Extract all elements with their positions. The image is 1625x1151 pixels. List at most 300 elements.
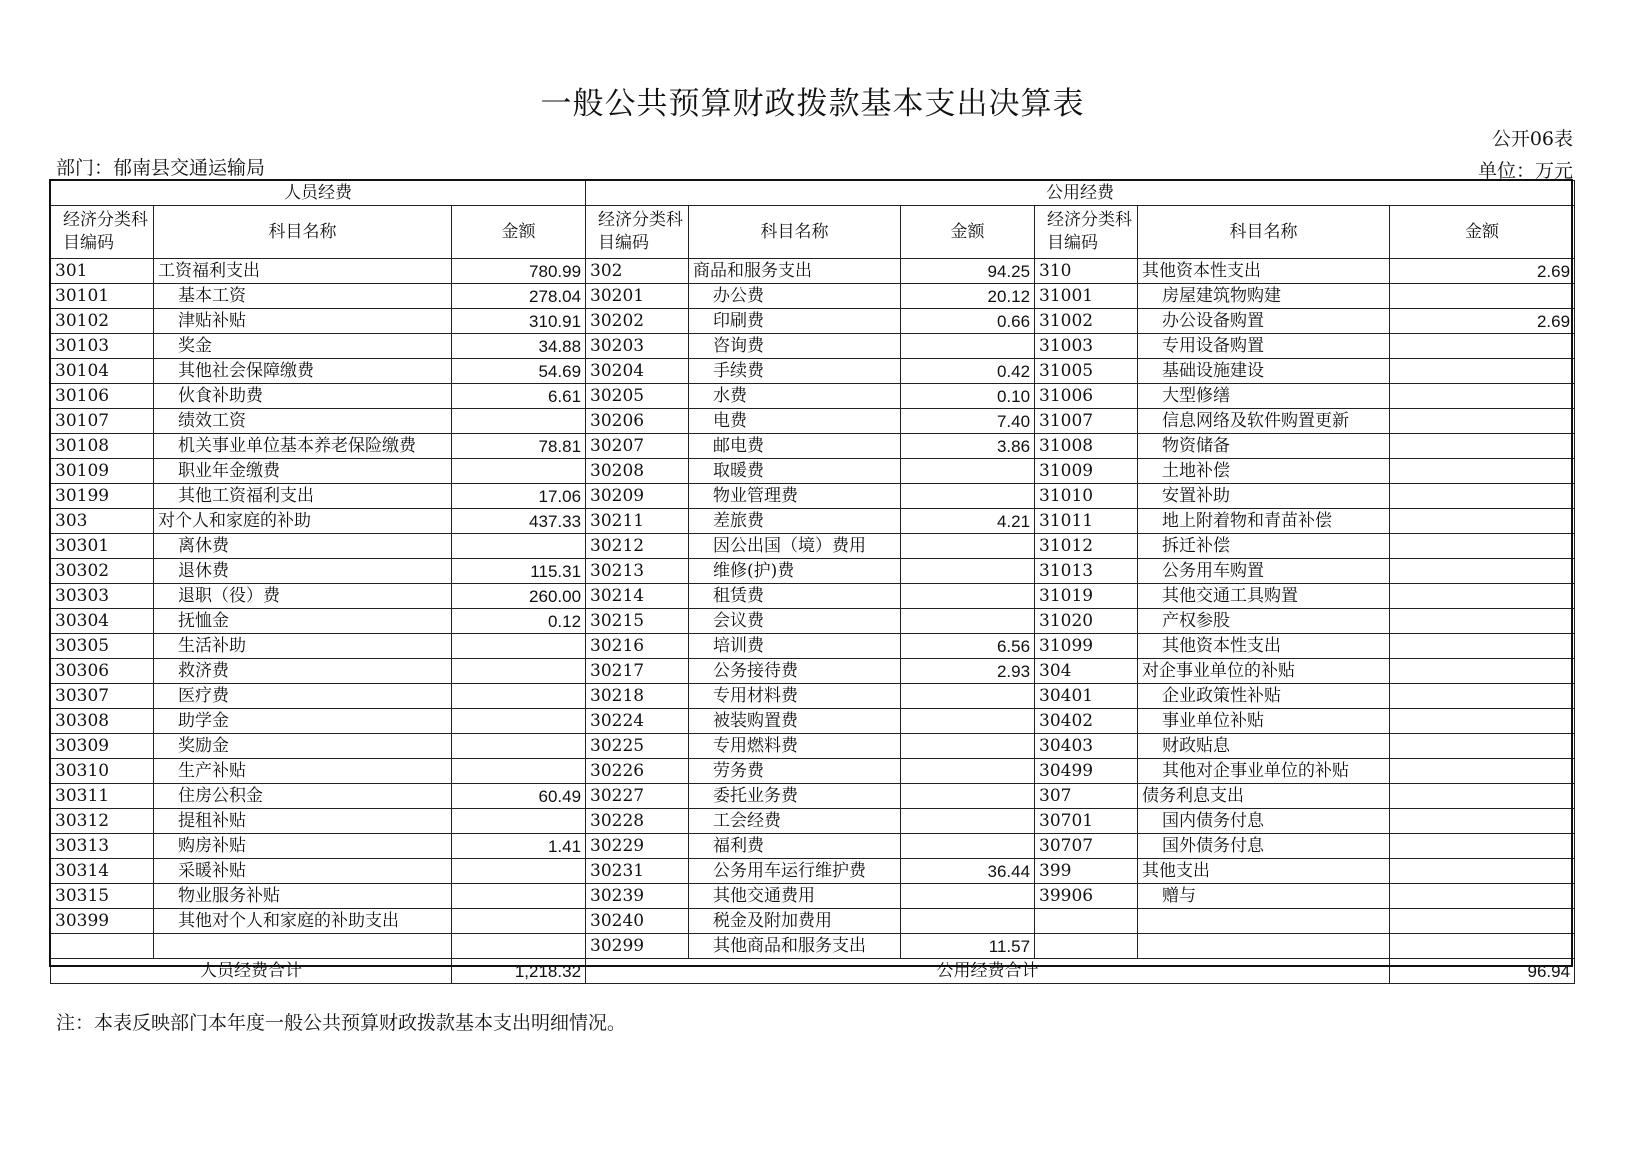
code-cell: 31013 (1035, 559, 1138, 584)
header-public: 公用经费 (586, 181, 1575, 206)
code-cell: 30299 (586, 934, 689, 959)
amount-cell (452, 759, 586, 784)
code-cell: 30203 (586, 334, 689, 359)
code-cell: 30199 (51, 484, 154, 509)
amount-cell (1390, 909, 1575, 934)
code-cell: 30707 (1035, 834, 1138, 859)
name-cell: 物业管理费 (689, 484, 901, 509)
name-cell: 其他资本性支出 (1138, 634, 1390, 659)
code-cell: 399 (1035, 859, 1138, 884)
name-cell: 办公费 (689, 284, 901, 309)
amount-cell (452, 934, 586, 959)
code-cell: 31099 (1035, 634, 1138, 659)
name-cell: 手续费 (689, 359, 901, 384)
name-cell: 债务利息支出 (1138, 784, 1390, 809)
name-cell: 基础设施建设 (1138, 359, 1390, 384)
amount-cell (452, 459, 586, 484)
name-cell: 公务接待费 (689, 659, 901, 684)
amount-cell (1390, 709, 1575, 734)
name-cell: 劳务费 (689, 759, 901, 784)
table-row (51, 684, 1575, 709)
amount-cell (901, 534, 1035, 559)
table-row (51, 434, 1575, 459)
name-cell: 咨询费 (689, 334, 901, 359)
amount-cell (452, 909, 586, 934)
amount-cell (1390, 434, 1575, 459)
amount-cell (1390, 359, 1575, 384)
code-cell: 307 (1035, 784, 1138, 809)
code-cell (1035, 909, 1138, 934)
amount-cell: 3.86 (901, 434, 1035, 459)
name-cell: 退休费 (154, 559, 452, 584)
name-cell: 拆迁补偿 (1138, 534, 1390, 559)
amount-cell (452, 734, 586, 759)
amount-cell (1390, 559, 1575, 584)
name-cell: 伙食补助费 (154, 384, 452, 409)
amount-cell (452, 709, 586, 734)
code-cell: 31003 (1035, 334, 1138, 359)
name-cell: 差旅费 (689, 509, 901, 534)
amount-cell (901, 909, 1035, 934)
table-row (51, 834, 1575, 859)
name-cell: 其他工资福利支出 (154, 484, 452, 509)
amount-cell (901, 884, 1035, 909)
code-cell: 30205 (586, 384, 689, 409)
code-cell: 30309 (51, 734, 154, 759)
name-cell: 房屋建筑物购建 (1138, 284, 1390, 309)
header-code: 经济分类科目编码 (1035, 206, 1138, 259)
name-cell: 对企事业单位的补贴 (1138, 659, 1390, 684)
name-cell: 取暖费 (689, 459, 901, 484)
amount-cell (901, 834, 1035, 859)
code-cell: 30402 (1035, 709, 1138, 734)
header-name: 科目名称 (154, 206, 452, 259)
code-cell: 39906 (1035, 884, 1138, 909)
amount-cell (1390, 609, 1575, 634)
code-cell: 30312 (51, 809, 154, 834)
amount-cell: 94.25 (901, 259, 1035, 284)
amount-cell (1390, 784, 1575, 809)
public-total-label: 公用经费合计 (586, 959, 1390, 984)
code-cell: 30314 (51, 859, 154, 884)
amount-cell (1390, 484, 1575, 509)
name-cell: 信息网络及软件购置更新 (1138, 409, 1390, 434)
code-cell: 31007 (1035, 409, 1138, 434)
code-cell: 310 (1035, 259, 1138, 284)
name-cell: 救济费 (154, 659, 452, 684)
amount-cell (1390, 284, 1575, 309)
amount-cell (1390, 759, 1575, 784)
name-cell: 购房补贴 (154, 834, 452, 859)
table-row (51, 284, 1575, 309)
amount-cell (452, 859, 586, 884)
code-cell: 304 (1035, 659, 1138, 684)
code-cell: 302 (586, 259, 689, 284)
header-code: 经济分类科目编码 (586, 206, 689, 259)
code-cell: 30228 (586, 809, 689, 834)
name-cell: 企业政策性补贴 (1138, 684, 1390, 709)
code-cell: 30229 (586, 834, 689, 859)
name-cell: 公务用车购置 (1138, 559, 1390, 584)
code-cell: 30207 (586, 434, 689, 459)
code-cell (1035, 934, 1138, 959)
code-cell: 30304 (51, 609, 154, 634)
expenditure-table (50, 180, 1575, 984)
amount-cell: 115.31 (452, 559, 586, 584)
name-cell: 邮电费 (689, 434, 901, 459)
code-cell: 31020 (1035, 609, 1138, 634)
code-cell: 30104 (51, 359, 154, 384)
unit-label: 单位：万元 (1477, 160, 1573, 182)
code-cell: 30308 (51, 709, 154, 734)
code-cell: 30224 (586, 709, 689, 734)
code-cell: 30303 (51, 584, 154, 609)
name-cell: 生产补贴 (154, 759, 452, 784)
code-cell: 30310 (51, 759, 154, 784)
code-cell: 31019 (1035, 584, 1138, 609)
code-cell: 30701 (1035, 809, 1138, 834)
code-cell: 30231 (586, 859, 689, 884)
code-cell: 30107 (51, 409, 154, 434)
code-cell: 31005 (1035, 359, 1138, 384)
amount-cell (1390, 509, 1575, 534)
amount-cell (452, 809, 586, 834)
name-cell: 委托业务费 (689, 784, 901, 809)
name-cell: 其他商品和服务支出 (689, 934, 901, 959)
amount-cell: 2.69 (1390, 259, 1575, 284)
name-cell: 采暖补贴 (154, 859, 452, 884)
name-cell: 其他对企事业单位的补贴 (1138, 759, 1390, 784)
name-cell: 土地补偿 (1138, 459, 1390, 484)
amount-cell: 60.49 (452, 784, 586, 809)
amount-cell (1390, 684, 1575, 709)
table-row (51, 259, 1575, 284)
table-row (51, 934, 1575, 959)
name-cell: 事业单位补贴 (1138, 709, 1390, 734)
amount-cell (1390, 334, 1575, 359)
amount-cell: 2.93 (901, 659, 1035, 684)
amount-cell (1390, 934, 1575, 959)
amount-cell (1390, 584, 1575, 609)
code-cell: 30315 (51, 884, 154, 909)
code-cell: 31012 (1035, 534, 1138, 559)
code-cell: 30302 (51, 559, 154, 584)
code-cell: 30202 (586, 309, 689, 334)
name-cell: 助学金 (154, 709, 452, 734)
amount-cell (1390, 459, 1575, 484)
amount-cell: 260.00 (452, 584, 586, 609)
table-row (51, 784, 1575, 809)
name-cell: 奖金 (154, 334, 452, 359)
amount-cell (901, 684, 1035, 709)
table-row (51, 884, 1575, 909)
code-cell: 303 (51, 509, 154, 534)
amount-cell (1390, 834, 1575, 859)
code-cell: 30399 (51, 909, 154, 934)
name-cell: 培训费 (689, 634, 901, 659)
amount-cell (1390, 409, 1575, 434)
code-cell: 30401 (1035, 684, 1138, 709)
amount-cell (1390, 534, 1575, 559)
name-cell: 产权参股 (1138, 609, 1390, 634)
code-cell: 31008 (1035, 434, 1138, 459)
header-amount: 金额 (901, 206, 1035, 259)
name-cell: 职业年金缴费 (154, 459, 452, 484)
name-cell: 专用燃料费 (689, 734, 901, 759)
table-row (51, 334, 1575, 359)
amount-cell (901, 559, 1035, 584)
code-cell: 30311 (51, 784, 154, 809)
amount-cell: 34.88 (452, 334, 586, 359)
table-row (51, 609, 1575, 634)
code-cell: 30403 (1035, 734, 1138, 759)
amount-cell: 310.91 (452, 309, 586, 334)
name-cell: 电费 (689, 409, 901, 434)
amount-cell: 0.66 (901, 309, 1035, 334)
name-cell: 国内债务付息 (1138, 809, 1390, 834)
code-cell: 30101 (51, 284, 154, 309)
table-row (51, 909, 1575, 934)
amount-cell: 4.21 (901, 509, 1035, 534)
name-cell: 物业服务补贴 (154, 884, 452, 909)
header-amount: 金额 (452, 206, 586, 259)
name-cell: 其他交通工具购置 (1138, 584, 1390, 609)
amount-cell (452, 884, 586, 909)
code-cell: 30201 (586, 284, 689, 309)
department-label: 部门：郁南县交通运输局 (56, 157, 266, 179)
name-cell: 安置补助 (1138, 484, 1390, 509)
name-cell: 工会经费 (689, 809, 901, 834)
form-number: 公开06表 (1491, 128, 1573, 150)
code-cell: 30206 (586, 409, 689, 434)
amount-cell: 0.12 (452, 609, 586, 634)
amount-cell: 36.44 (901, 859, 1035, 884)
name-cell: 住房公积金 (154, 784, 452, 809)
code-cell: 31011 (1035, 509, 1138, 534)
name-cell: 专用设备购置 (1138, 334, 1390, 359)
amount-cell (452, 684, 586, 709)
name-cell: 津贴补贴 (154, 309, 452, 334)
name-cell: 奖励金 (154, 734, 452, 759)
header-name: 科目名称 (689, 206, 901, 259)
amount-cell (1390, 859, 1575, 884)
table-row (51, 859, 1575, 884)
code-cell: 30103 (51, 334, 154, 359)
amount-cell: 6.56 (901, 634, 1035, 659)
code-cell: 30108 (51, 434, 154, 459)
table-row (51, 659, 1575, 684)
amount-cell: 0.10 (901, 384, 1035, 409)
amount-cell (901, 809, 1035, 834)
name-cell: 生活补助 (154, 634, 452, 659)
amount-cell (1390, 809, 1575, 834)
amount-cell (901, 784, 1035, 809)
header-code: 经济分类科目编码 (51, 206, 154, 259)
amount-cell (1390, 884, 1575, 909)
code-cell: 30109 (51, 459, 154, 484)
code-cell: 30211 (586, 509, 689, 534)
name-cell: 提租补贴 (154, 809, 452, 834)
code-cell: 30313 (51, 834, 154, 859)
code-cell: 30218 (586, 684, 689, 709)
amount-cell (901, 459, 1035, 484)
name-cell: 办公设备购置 (1138, 309, 1390, 334)
name-cell: 离休费 (154, 534, 452, 559)
name-cell: 印刷费 (689, 309, 901, 334)
code-cell: 30301 (51, 534, 154, 559)
amount-cell: 1.41 (452, 834, 586, 859)
header-name: 科目名称 (1138, 206, 1390, 259)
name-cell: 福利费 (689, 834, 901, 859)
name-cell: 抚恤金 (154, 609, 452, 634)
code-cell: 30226 (586, 759, 689, 784)
amount-cell (1390, 659, 1575, 684)
code-cell: 30307 (51, 684, 154, 709)
code-cell: 30208 (586, 459, 689, 484)
code-cell: 30306 (51, 659, 154, 684)
code-cell: 30240 (586, 909, 689, 934)
code-cell: 30102 (51, 309, 154, 334)
code-cell: 30212 (586, 534, 689, 559)
amount-cell (901, 759, 1035, 784)
name-cell: 国外债务付息 (1138, 834, 1390, 859)
name-cell: 公务用车运行维护费 (689, 859, 901, 884)
table-row (51, 759, 1575, 784)
page-title: 一般公共预算财政拨款基本支出决算表 (540, 86, 1085, 122)
name-cell: 水费 (689, 384, 901, 409)
code-cell: 30225 (586, 734, 689, 759)
code-cell: 30239 (586, 884, 689, 909)
code-cell: 31009 (1035, 459, 1138, 484)
amount-cell (1390, 734, 1575, 759)
table-row (51, 509, 1575, 534)
totals-row (51, 959, 1575, 984)
name-cell: 绩效工资 (154, 409, 452, 434)
name-cell: 租赁费 (689, 584, 901, 609)
amount-cell: 2.69 (1390, 309, 1575, 334)
name-cell: 机关事业单位基本养老保险缴费 (154, 434, 452, 459)
amount-cell (901, 334, 1035, 359)
name-cell: 赠与 (1138, 884, 1390, 909)
amount-cell (452, 659, 586, 684)
amount-cell: 0.42 (901, 359, 1035, 384)
amount-cell: 278.04 (452, 284, 586, 309)
amount-cell (1390, 634, 1575, 659)
code-cell: 30106 (51, 384, 154, 409)
amount-cell (452, 409, 586, 434)
amount-cell: 437.33 (452, 509, 586, 534)
name-cell: 财政贴息 (1138, 734, 1390, 759)
name-cell: 税金及附加费用 (689, 909, 901, 934)
table-row (51, 359, 1575, 384)
name-cell: 商品和服务支出 (689, 259, 901, 284)
amount-cell: 78.81 (452, 434, 586, 459)
amount-cell: 6.61 (452, 384, 586, 409)
code-cell: 30217 (586, 659, 689, 684)
amount-cell: 11.57 (901, 934, 1035, 959)
amount-cell: 54.69 (452, 359, 586, 384)
code-cell: 31001 (1035, 284, 1138, 309)
amount-cell (901, 609, 1035, 634)
code-cell: 30215 (586, 609, 689, 634)
table-row (51, 559, 1575, 584)
amount-cell (901, 484, 1035, 509)
code-cell (51, 934, 154, 959)
table-row (51, 534, 1575, 559)
amount-cell: 17.06 (452, 484, 586, 509)
name-cell: 其他支出 (1138, 859, 1390, 884)
name-cell: 其他资本性支出 (1138, 259, 1390, 284)
amount-cell (901, 734, 1035, 759)
table-row (51, 634, 1575, 659)
name-cell: 工资福利支出 (154, 259, 452, 284)
code-cell: 30214 (586, 584, 689, 609)
name-cell (154, 934, 452, 959)
name-cell: 会议费 (689, 609, 901, 634)
personnel-total-label: 人员经费合计 (51, 959, 452, 984)
amount-cell: 780.99 (452, 259, 586, 284)
name-cell: 对个人和家庭的补助 (154, 509, 452, 534)
personnel-total-amount: 1,218.32 (452, 959, 586, 984)
amount-cell (452, 634, 586, 659)
name-cell: 其他社会保障缴费 (154, 359, 452, 384)
header-personnel: 人员经费 (51, 181, 586, 206)
code-cell: 30213 (586, 559, 689, 584)
code-cell: 31006 (1035, 384, 1138, 409)
public-total-amount: 96.94 (1390, 959, 1575, 984)
table-row (51, 709, 1575, 734)
code-cell: 30305 (51, 634, 154, 659)
name-cell: 退职（役）费 (154, 584, 452, 609)
name-cell: 被装购置费 (689, 709, 901, 734)
amount-cell (1390, 384, 1575, 409)
amount-cell (452, 534, 586, 559)
table-row (51, 734, 1575, 759)
table-row (51, 459, 1575, 484)
amount-cell (901, 584, 1035, 609)
code-cell: 31010 (1035, 484, 1138, 509)
name-cell: 地上附着物和青苗补偿 (1138, 509, 1390, 534)
code-cell: 31002 (1035, 309, 1138, 334)
amount-cell: 7.40 (901, 409, 1035, 434)
footnote: 注：本表反映部门本年度一般公共预算财政拨款基本支出明细情况。 (56, 1012, 627, 1034)
table-row (51, 484, 1575, 509)
name-cell: 大型修缮 (1138, 384, 1390, 409)
code-cell: 30204 (586, 359, 689, 384)
name-cell (1138, 934, 1390, 959)
header-amount: 金额 (1390, 206, 1575, 259)
code-cell: 30216 (586, 634, 689, 659)
table-row (51, 809, 1575, 834)
name-cell: 维修(护)费 (689, 559, 901, 584)
code-cell: 30227 (586, 784, 689, 809)
name-cell: 医疗费 (154, 684, 452, 709)
code-cell: 301 (51, 259, 154, 284)
table-row (51, 584, 1575, 609)
amount-cell: 20.12 (901, 284, 1035, 309)
name-cell: 因公出国（境）费用 (689, 534, 901, 559)
amount-cell (901, 709, 1035, 734)
code-cell: 30499 (1035, 759, 1138, 784)
name-cell (1138, 909, 1390, 934)
name-cell: 基本工资 (154, 284, 452, 309)
name-cell: 物资储备 (1138, 434, 1390, 459)
name-cell: 其他对个人和家庭的补助支出 (154, 909, 452, 934)
table-row (51, 384, 1575, 409)
name-cell: 专用材料费 (689, 684, 901, 709)
table-row (51, 409, 1575, 434)
name-cell: 其他交通费用 (689, 884, 901, 909)
